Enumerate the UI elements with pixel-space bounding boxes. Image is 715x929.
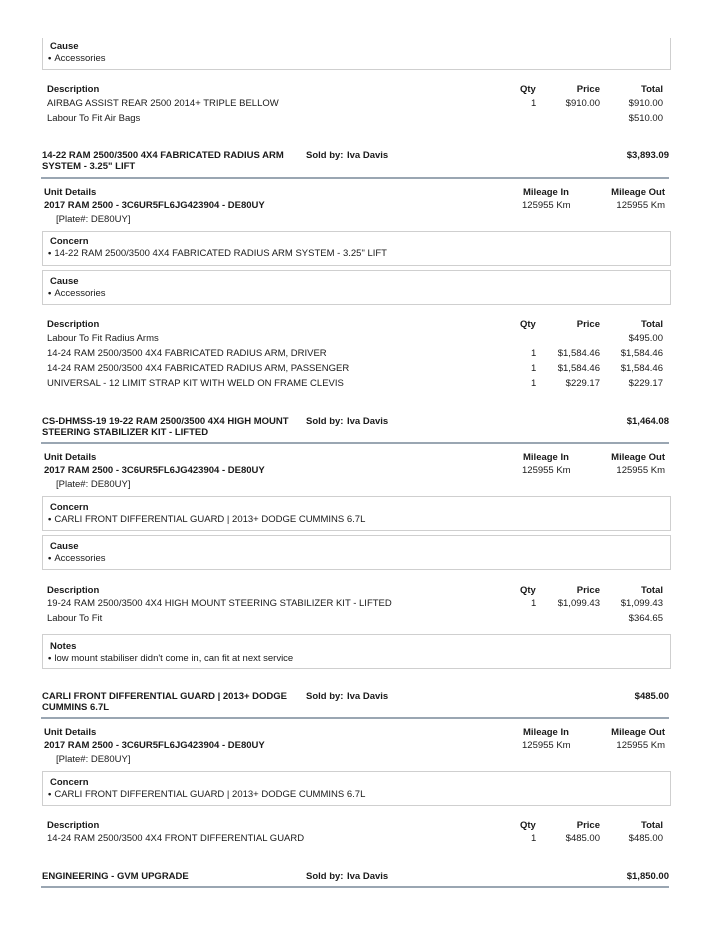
line-total: $1,584.46 [620,363,663,374]
line-price: $1,099.43 [557,598,600,609]
line-description: Labour To Fit Radius Arms [47,333,159,344]
line-description: 14-24 RAM 2500/3500 4X4 FABRICATED RADIUS ARM, PASSENGER [47,363,350,374]
unit-details-label: Unit Details [44,187,97,198]
sold-by-value: Iva Davis [347,691,389,702]
concern-box [42,771,671,806]
line-description: Labour To Fit Air Bags [47,113,141,124]
vehicle: 2017 RAM 2500 - 3C6UR5FL6JG423904 - DE80UY [44,465,265,476]
line-qty: 1 [531,598,537,609]
line-total: $495.00 [628,333,663,344]
sold-by-value: Iva Davis [347,871,389,882]
section-title-cont: STEERING STABILIZER KIT - LIFTED [42,427,209,438]
unit-details-label: Unit Details [44,727,97,738]
plate: [Plate#: DE80UY] [56,479,131,490]
section-divider [41,886,669,888]
description-header: Description [47,84,100,95]
description-header: Description [47,820,100,831]
cause-box [42,535,671,570]
vehicle: 2017 RAM 2500 - 3C6UR5FL6JG423904 - DE80UY [44,740,265,751]
concern-label: Concern [50,236,89,247]
line-price: $1,584.46 [557,363,600,374]
section-title: CS-DHMSS-19 19-22 RAM 2500/3500 4X4 HIGH MOUNT [42,416,289,427]
section-title: CARLI FRONT DIFFERENTIAL GUARD | 2013+ DODGE [42,691,288,702]
mileage-in-label: Mileage In [523,727,569,738]
line-total: $910.00 [628,98,663,109]
mileage-out-label: Mileage Out [611,187,665,198]
line-total: $510.00 [628,113,663,124]
cause-label: Cause [50,541,79,552]
sold-by-value: Iva Davis [347,416,389,427]
mileage-out-label: Mileage Out [611,452,665,463]
cause-box [42,270,671,305]
qty-header: Qty [520,585,536,596]
price-header: Price [576,84,600,95]
concern-box [42,231,671,266]
sold-by-label: Sold by: [306,691,344,702]
line-total: $229.17 [628,378,663,389]
cause-box [42,38,671,70]
section-title-cont: SYSTEM - 3.25" LIFT [42,161,136,172]
description-header: Description [47,585,100,596]
note-item: • low mount stabiliser didn't come in, can fit at next service [48,653,293,664]
line-total: $485.00 [628,833,663,844]
line-qty: 1 [531,348,537,359]
line-description: 14-24 RAM 2500/3500 4X4 FABRICATED RADIUS ARM, DRIVER [47,348,327,359]
cause-item: • Accessories [48,288,106,299]
mileage-in: 125955 Km [522,200,571,211]
line-description: 19-24 RAM 2500/3500 4X4 HIGH MOUNT STEERING STABILIZER KIT - LIFTED [47,598,392,609]
mileage-out: 125955 Km [616,465,665,476]
line-total: $1,099.43 [620,598,663,609]
line-price: $910.00 [565,98,600,109]
section-divider [41,177,669,179]
line-qty: 1 [531,833,537,844]
mileage-out: 125955 Km [616,740,665,751]
line-description: 14-24 RAM 2500/3500 4X4 FRONT DIFFERENTIAL GUARD [47,833,305,844]
line-price: $1,584.46 [557,348,600,359]
notes-label: Notes [50,641,77,652]
price-header: Price [576,319,600,330]
total-header: Total [641,84,663,95]
concern-item: • CARLI FRONT DIFFERENTIAL GUARD | 2013+ DODGE CUMMINS 6.7L [48,514,365,525]
line-description: Labour To Fit [47,613,103,624]
qty-header: Qty [520,820,536,831]
qty-header: Qty [520,84,536,95]
concern-item: • 14-22 RAM 2500/3500 4X4 FABRICATED RADIUS ARM SYSTEM - 3.25" LIFT [48,248,387,259]
vehicle: 2017 RAM 2500 - 3C6UR5FL6JG423904 - DE80UY [44,200,265,211]
mileage-in: 125955 Km [522,740,571,751]
mileage-in-label: Mileage In [523,187,569,198]
concern-label: Concern [50,502,89,513]
concern-label: Concern [50,777,89,788]
notes-box [42,634,671,669]
section-divider [41,717,669,719]
section-title-cont: CUMMINS 6.7L [42,702,110,713]
sold-by-label: Sold by: [306,871,344,882]
section-amount: $485.00 [634,691,669,702]
price-header: Price [576,585,600,596]
sold-by-value: Iva Davis [347,150,389,161]
sold-by-label: Sold by: [306,150,344,161]
line-price: $485.00 [565,833,600,844]
line-total: $364.65 [628,613,663,624]
total-header: Total [641,585,663,596]
cause-item: • Accessories [48,553,106,564]
cause-item: • Accessories [48,53,106,64]
section-amount: $1,464.08 [626,416,669,427]
sold-by-label: Sold by: [306,416,344,427]
price-header: Price [576,820,600,831]
total-header: Total [641,820,663,831]
section-amount: $1,850.00 [626,871,669,882]
line-total: $1,584.46 [620,348,663,359]
mileage-out-label: Mileage Out [611,727,665,738]
qty-header: Qty [520,319,536,330]
total-header: Total [641,319,663,330]
line-description: AIRBAG ASSIST REAR 2500 2014+ TRIPLE BELLOW [47,98,279,109]
section-title: 14-22 RAM 2500/3500 4X4 FABRICATED RADIUS ARM [42,150,284,161]
line-qty: 1 [531,363,537,374]
plate: [Plate#: DE80UY] [56,754,131,765]
concern-box [42,496,671,531]
section-divider [41,442,669,444]
cause-label: Cause [50,41,79,52]
description-header: Description [47,319,100,330]
mileage-out: 125955 Km [616,200,665,211]
concern-item: • CARLI FRONT DIFFERENTIAL GUARD | 2013+ DODGE CUMMINS 6.7L [48,789,365,800]
line-price: $229.17 [565,378,600,389]
unit-details-label: Unit Details [44,452,97,463]
plate: [Plate#: DE80UY] [56,214,131,225]
cause-label: Cause [50,276,79,287]
mileage-in-label: Mileage In [523,452,569,463]
mileage-in: 125955 Km [522,465,571,476]
line-qty: 1 [531,378,537,389]
line-qty: 1 [531,98,537,109]
line-description: UNIVERSAL - 12 LIMIT STRAP KIT WITH WELD ON FRAME CLEVIS [47,378,344,389]
section-amount: $3,893.09 [626,150,669,161]
section-title: ENGINEERING - GVM UPGRADE [42,871,189,882]
